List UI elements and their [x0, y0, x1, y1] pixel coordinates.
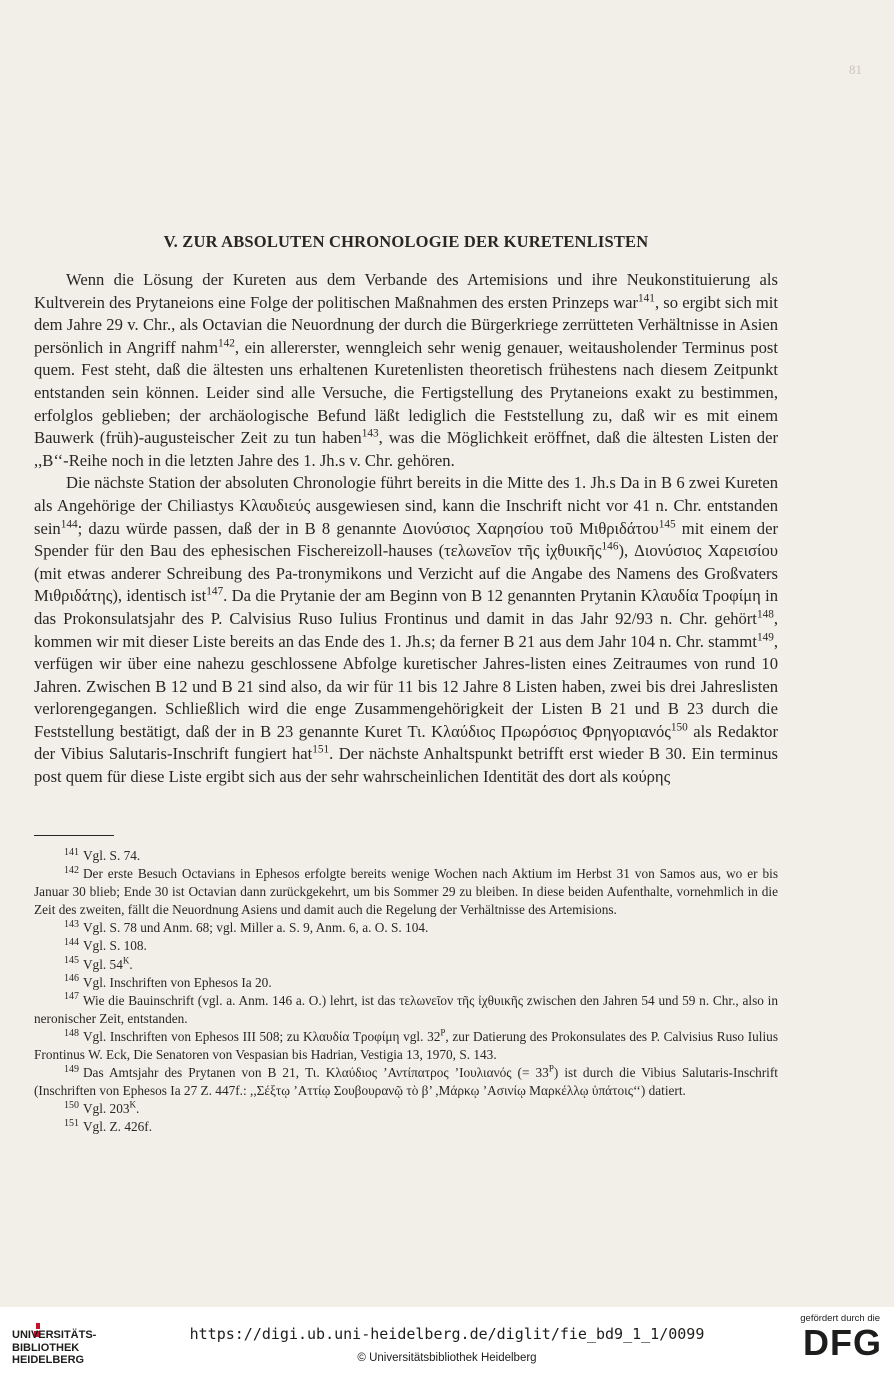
text-run: , was die Möglichkeit eröffnet, daß die ältesten Listen der ,,B‘‘-Reihe noch in die letzten Jahre des 1. Jh.s v. Chr. gehören.: [34, 428, 778, 470]
text-run: .: [136, 1101, 140, 1117]
superscript-ref: 141: [638, 292, 655, 305]
library-name-line: BIBLIOTHEK: [12, 1341, 80, 1354]
footnote-number: 147: [64, 991, 79, 1003]
text-run: Wenn die Lösung der Kureten aus dem Verbande des Artemisions und ihre Neukonstituierung als Kultverein des Prytaneions eine Folge der politischen Maßnahmen des ersten Prinzeps war: [34, 270, 778, 312]
superscript-ref: 147: [206, 585, 224, 598]
copyright-notice: © Universitätsbibliothek Heidelberg: [357, 1352, 537, 1364]
footnotes: [34, 847, 778, 1137]
text-run: Vgl. 54: [82, 956, 123, 972]
funding-note: gefördert durch die: [800, 1313, 880, 1324]
text-run: mit einem der Spender für den Bau des ephesischen Fischereizoll-hauses (τελωνεῖον τῆς ἰχθυικῆς: [34, 518, 778, 561]
text-run: Vgl. Inschriften von Ephesos III 508; zu Κλαυδία Τροφίμη vgl. 32: [82, 1028, 441, 1044]
superscript-ref: 144: [60, 518, 78, 530]
text-run: .: [129, 956, 133, 972]
footnote: [34, 992, 778, 1028]
paragraph: [34, 472, 778, 788]
footnote-number: 148: [64, 1027, 79, 1039]
footnote-number: 145: [64, 955, 79, 967]
text-run: Vgl. S. 78 und Anm. 68; vgl. Miller a. S. 9, Anm. 6, a. O. S. 104.: [82, 920, 429, 936]
superscript-ref: 148: [756, 608, 774, 621]
text-run: , kommen wir mit dieser Liste bereits an das Ende des 1. Jh.s; da ferner B 21 aus dem Jahr 104 n. Chr. stammt: [34, 608, 778, 651]
footnote-number: 151: [64, 1117, 79, 1129]
footnote-number: 149: [64, 1063, 79, 1075]
text-run: Wie die Bauinschrift (vgl. a. Anm. 146 a. O.) lehrt, ist das τελωνεῖον τῆς ἰχθυικῆς zwischen den Jahren 54 und 59 n. Chr., also in neronischer Zeit, entstanden.: [34, 992, 778, 1026]
text-run: Die nächste Station der absoluten Chronologie führt bereits in die Mitte des 1. Jh.s Da in B 6 zwei Kureten als Angehörige der Chiliastys Κλαυδιεύς ausgewiesen sind, kann die Inschrift nicht vor 41 n. Chr. entstanden sein: [34, 473, 778, 538]
footnote: [34, 937, 778, 955]
superscript-ref: P: [440, 1027, 446, 1038]
text-run: Vgl. Z. 426f.: [82, 1119, 153, 1135]
library-name-line: HEIDELBERG: [12, 1354, 85, 1366]
chapter-heading: V. ZUR ABSOLUTEN CHRONOLOGIE DER KURETENLISTEN: [163, 232, 649, 251]
permalink-url[interactable]: https://digi.ub.uni-heidelberg.de/diglit/fie_bd9_1_1/0099: [189, 1325, 705, 1343]
footnote-number: 143: [64, 918, 79, 930]
superscript-ref: 150: [670, 721, 688, 734]
superscript-ref: 143: [361, 427, 379, 440]
footnote-number: 141: [64, 846, 79, 858]
viewer-footer: [0, 1307, 894, 1377]
page-number: 81: [849, 62, 862, 77]
superscript-ref: K: [122, 955, 130, 966]
footnote: [34, 847, 778, 865]
footnote-number: 142: [64, 864, 79, 876]
superscript-ref: 145: [658, 518, 676, 530]
text-run: Vgl. S. 74.: [82, 848, 141, 863]
superscript-ref: 151: [312, 743, 330, 756]
text-run: ), Διονύσιος Χαρεισίου (mit etwas anderer Schreibung des Pa-tronymikons und Verzicht auf die Angabe des Namens des Großvaters Μιθριδάτης), identisch ist: [34, 541, 778, 606]
footnote-number: 146: [64, 973, 79, 985]
dfg-logo: DFG: [803, 1322, 882, 1363]
text-run: . Der nächste Anhaltspunkt betrifft erst wieder B 30. Ein terminus post quem für diese Liste ergibt sich aus der sehr wahrscheinlichen Identität des dort als κούρης: [34, 744, 778, 787]
footnote: [34, 956, 778, 974]
superscript-ref: 146: [601, 540, 619, 553]
dfg-funding[interactable]: [792, 1313, 882, 1362]
footnote-number: 150: [64, 1099, 79, 1111]
text-run: ) ist durch die Vibius Salutaris-Inschrift (Inschriften von Ephesos Ia 27 Z. 447f.: ,,Σέξτῳ ’Αττίῳ Σουβουρανῷ τὸ β’ ,Μάρκῳ ’Ασινίῳ Μαρκέλλῳ ὑπάτοις‘‘) datiert.: [34, 1065, 779, 1099]
text-run: , verfügen wir über eine nahezu geschlossene Abfolge kuretischer Jahres-listen eines Zeitraumes von rund 10 Jahren. Zwischen B 12 und B 21 sind also, da wir für 11 bis 12 Jahre 8 Listen haben, zwei bis drei Jahreslisten verlorengegangen. Schließlich wird die enge Zusammengehörigkeit der Listen B 21 und B 23 durch die Feststellung bestätigt, daß der in B 23 genannte Kuret Τι. Κλαύδιος Πρωρόσιος Φρηγοριανός: [34, 631, 778, 741]
text-run: Das Amtsjahr des Prytanen von B 21, Τι. Κλαύδιος ’Αντίπατρος ’Ιουλιανός (= 33: [82, 1065, 549, 1081]
text-run: als Redaktor der Vibius Salutaris-Inschrift fungiert hat: [34, 721, 778, 764]
text-run: Vgl. 203: [82, 1101, 130, 1117]
footnote: [34, 919, 778, 937]
main-text: [34, 269, 778, 789]
footnote: [34, 1118, 778, 1136]
text-run: , ein allererster, wenngleich sehr wenig genauer, weitausholender Terminus post quem. Fest steht, daß die ältesten uns erhaltenen Kuretenlisten theoretisch frühestens nach diesem Zeitpunkt entstanden sein können. Leider sind alle Versuche, die Fertigstellung des Prytaneions exakt zu bestimmen, erfolglos geblieben; der archäologische Befund läßt lediglich die Feststellung zu, daß wir es mit einem Bauwerk (früh)-augusteischer Zeit zu tun haben: [34, 337, 778, 448]
footnote: [34, 865, 778, 919]
library-name-line: UNIVERSITÄTS-: [12, 1329, 97, 1341]
text-run: . Da die Prytanie der am Beginn von B 12 genannten Prytanin Κλαυδία Τροφίμη in das Prokonsulatsjahr des P. Calvisius Ruso Iulius Frontinus und damit in das Jahr 92/93 n. Chr. gehört: [34, 586, 778, 628]
superscript-ref: P: [548, 1063, 554, 1074]
footnote: [34, 1100, 778, 1118]
superscript-ref: 149: [756, 630, 774, 643]
text-run: , zur Datierung des Prokonsulates des P. Calvisius Ruso Iulius Frontinus W. Eck, Die Senatoren von Vespasian bis Hadrian, Vestigia 13, 1970, S. 143.: [34, 1028, 778, 1063]
text-run: Vgl. S. 108.: [82, 938, 147, 954]
footnote: [34, 1064, 778, 1100]
footnote-number: 144: [64, 937, 79, 949]
footnote: [34, 1028, 778, 1064]
text-run: Der erste Besuch Octavians in Ephesos erfolgte bereits wenige Wochen nach Aktium im Herbst 31 von Samos aus, wo er bis Januar 30 blieb; Ende 30 ist Octavian dann zurückgekehrt, um bis Sommer 29 zu bleiben. In diese beiden Aufenthalte, vornehmlich in die Zeit des zweiten, fällt die Neuordnung Asiens und damit auch die Regelung der Verhältnisse des Artemisions.: [34, 866, 778, 918]
text-run: , so ergibt sich mit dem Jahre 29 v. Chr., als Octavian die Neuordnung der durch die Bürgerkriege zerrütteten Verhältnisse in Asien persönlich in Angriff nahm: [34, 292, 778, 357]
superscript-ref: 142: [218, 337, 235, 350]
paragraph: [34, 269, 778, 472]
footnote-rule: [34, 835, 114, 836]
text-run: Vgl. Inschriften von Ephesos Ia 20.: [82, 974, 272, 990]
text-run: ; dazu würde passen, daß der in B 8 genannte Διονύσιος Χαρησίου τοῦ Μιθριδάτου: [77, 518, 659, 538]
footnote: [34, 974, 778, 992]
superscript-ref: K: [129, 1099, 137, 1110]
